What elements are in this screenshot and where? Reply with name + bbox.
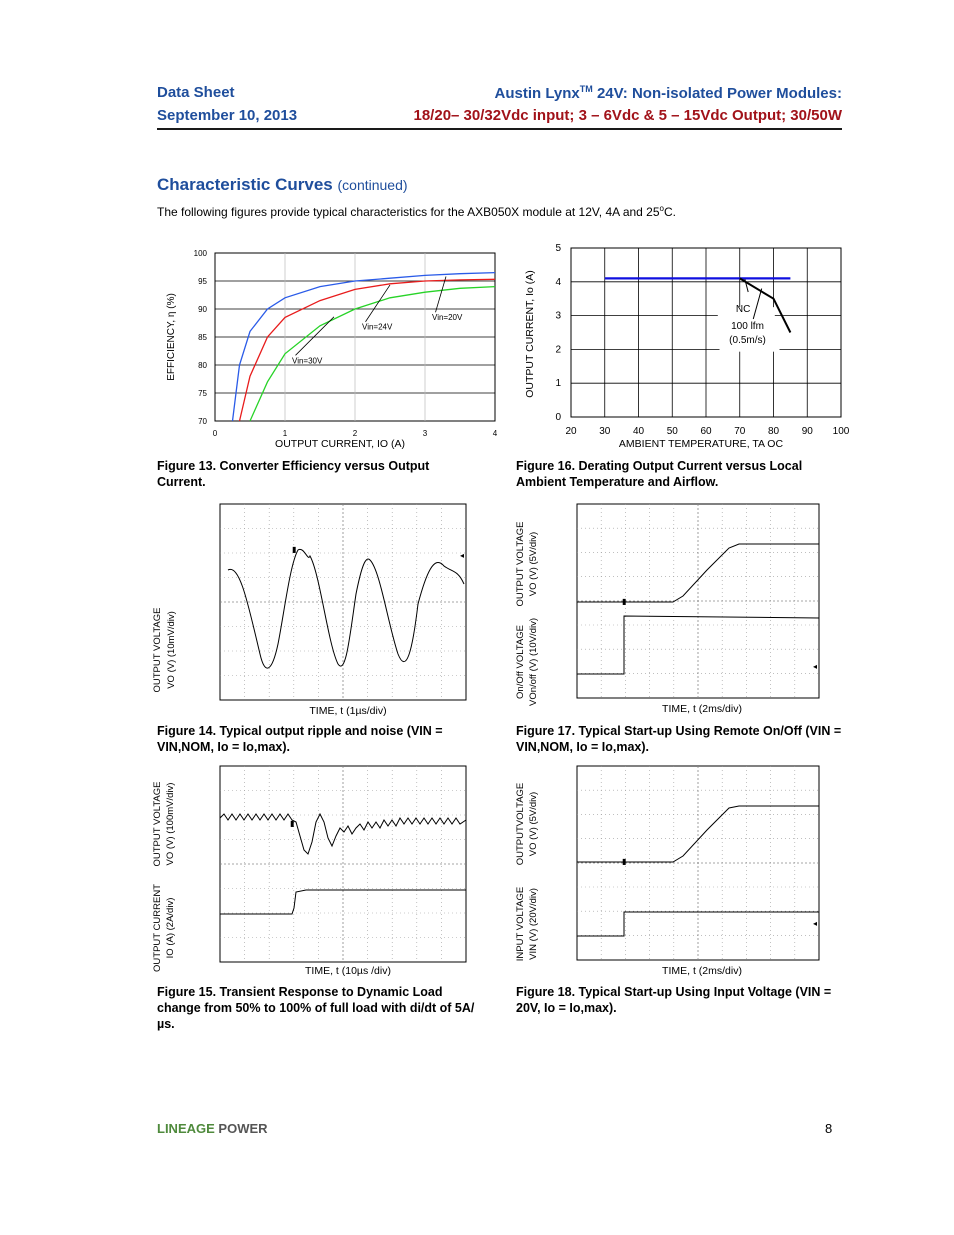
intro-degree: o <box>659 204 664 213</box>
section-subtitle: (continued) <box>337 177 408 193</box>
derating-xtick-label: 80 <box>767 426 780 437</box>
fig18-ylabel-top-2: VO (V) (5V/div) <box>528 791 539 857</box>
header-date: September 10, 2013 <box>157 107 298 124</box>
footer-brand-2: POWER <box>214 1121 268 1136</box>
efficiency-annotation-label: Vin=20V <box>432 313 463 323</box>
header-product-title <box>494 84 842 102</box>
efficiency-ylabel: EFFICIENCY, η (%) <box>166 293 177 381</box>
fig15-ylabel-top-1: OUTPUT VOLTAGE <box>152 781 163 867</box>
efficiency-ytick-label: 70 <box>198 417 207 426</box>
efficiency-ytick-label: 75 <box>198 389 207 398</box>
section-title-text: Characteristic Curves <box>157 175 333 194</box>
derating-xtick-label: 40 <box>632 426 645 437</box>
page-number: 8 <box>825 1121 833 1136</box>
fig18-ylabel-bot-2: VIN (V) (20V/div) <box>528 888 539 960</box>
fig18-trigger-marker: ▮ <box>622 857 627 866</box>
transient-scope-plot <box>150 762 490 980</box>
fig18-xlabel: TIME, t (2ms/div) <box>662 965 742 977</box>
efficiency-annotation-label: Vin=24V <box>362 322 393 332</box>
derating-ytick-label: 4 <box>555 276 561 288</box>
footer-brand <box>157 1121 268 1136</box>
derating-xtick-label: 30 <box>599 426 611 437</box>
ripple-level-marker: ◂ <box>460 551 465 560</box>
efficiency-xtick-label: 3 <box>422 429 428 438</box>
efficiency-ytick-label: 95 <box>198 277 207 286</box>
derating-xtick-label: 20 <box>565 426 577 437</box>
fig17-ylabel-top-2: VO (V) (5V/div) <box>528 531 539 597</box>
ripple-scope-plot <box>150 500 490 722</box>
startup-input-scope-plot <box>507 762 837 980</box>
fig15-ylabel-bot-1: OUTPUT CURRENT <box>152 884 163 972</box>
fig15-trigger-marker: ▮ <box>290 819 295 828</box>
derating-xlabel: AMBIENT TEMPERATURE, TA OC <box>618 438 784 450</box>
efficiency-xtick-label: 1 <box>282 429 288 438</box>
fig17-xlabel: TIME, t (2ms/div) <box>662 703 742 715</box>
fig17-ylabel-bot-1: On/Off VOLTAGE <box>515 625 526 699</box>
intro-text-body: The following figures provide typical characteristics for the AXB050X module at 12V, 4A and 25 <box>157 205 660 219</box>
startup-onoff-scope-plot <box>507 500 837 722</box>
efficiency-chart <box>150 240 510 455</box>
derating-annotation-ms: (0.5m/s) <box>729 335 766 347</box>
derating-ytick-label: 5 <box>555 243 561 254</box>
figure-17-caption: Figure 17. Typical Start-up Using Remote On/Off (VIN = VIN,NOM, Io = Io,max). <box>516 724 842 754</box>
efficiency-xtick-label: 0 <box>212 429 218 438</box>
derating-ylabel: OUTPUT CURRENT, Io (A) <box>524 270 536 398</box>
fig18-ylabel-bot-1: INPUT VOLTAGE <box>515 886 526 962</box>
fig17-trigger-marker: ▮ <box>622 597 627 606</box>
efficiency-annotation-label: Vin=30V <box>292 356 323 366</box>
fig17-ylabel-top-1: OUTPUT VOLTAGE <box>515 521 526 607</box>
fig18-ylabel-top-1: OUTPUTVOLTAGE <box>515 782 526 866</box>
efficiency-ytick-label: 100 <box>193 249 207 258</box>
derating-chart <box>515 238 855 455</box>
intro-text <box>157 204 676 219</box>
efficiency-xlabel: OUTPUT CURRENT, IO (A) <box>275 438 405 450</box>
figure-16-caption: Figure 16. Derating Output Current versus Local Ambient Temperature and Airflow. <box>516 459 803 489</box>
trademark: TM <box>579 84 593 94</box>
product-line: 24V: Non-isolated Power Modules: <box>592 85 842 102</box>
product-name: Austin Lynx <box>494 85 580 102</box>
derating-ytick-label: 1 <box>555 378 561 390</box>
efficiency-ytick-label: 80 <box>198 361 207 370</box>
derating-xtick-label: 50 <box>666 426 678 437</box>
efficiency-ytick-label: 85 <box>198 333 207 342</box>
derating-xtick-label: 90 <box>801 426 813 437</box>
figure-14-caption: Figure 14. Typical output ripple and noise (VIN = VIN,NOM, Io = Io,max). <box>157 724 443 754</box>
derating-xtick-label: 70 <box>734 426 746 437</box>
header-product-spec: 18/20– 30/32Vdc input; 3 – 6Vdc & 5 – 15Vdc Output; 30/50W <box>413 107 842 124</box>
derating-xtick-label: 60 <box>700 426 712 437</box>
figure-13-caption: Figure 13. Converter Efficiency versus Output Current. <box>157 459 430 489</box>
fig15-ylabel-bot-2: IO (A) (2A/div) <box>165 897 176 959</box>
fig17-ylabel-bot-2: VOn/off (V) (10V/div) <box>528 618 539 706</box>
fig14-ylabel-2: VO (V) (10mV/div) <box>166 611 177 689</box>
derating-annotation-lfm: 100 lfm <box>731 321 764 333</box>
figure-15-caption: Figure 15. Transient Response to Dynamic Load change from 50% to 100% of full load with di/dt of 5A/µs. <box>157 985 475 1031</box>
figure-18-caption: Figure 18. Typical Start-up Using Input Voltage (VIN = 20V, Io = Io,max). <box>516 985 832 1015</box>
footer-brand-1: LINEAGE <box>157 1121 215 1136</box>
derating-ytick-label: 3 <box>555 310 561 322</box>
header-doc-type: Data Sheet <box>157 84 235 101</box>
section-title <box>157 175 408 195</box>
fig14-xlabel: TIME, t (1µs/div) <box>309 705 387 717</box>
efficiency-xtick-label: 4 <box>492 429 498 438</box>
derating-ytick-label: 2 <box>555 344 561 356</box>
header-rule <box>157 128 842 130</box>
derating-ytick-label: 0 <box>555 412 561 423</box>
efficiency-xtick-label: 2 <box>352 429 358 438</box>
fig15-ylabel-top-2: VO (V) (100mV/div) <box>165 782 176 866</box>
fig15-xlabel: TIME, t (10µs /div) <box>305 965 391 977</box>
efficiency-ytick-label: 90 <box>198 305 207 314</box>
intro-text-end: C. <box>663 205 676 219</box>
fig14-ylabel-1: OUTPUT VOLTAGE <box>152 607 163 693</box>
fig17-level-marker: ◂ <box>813 662 818 671</box>
fig18-level-marker: ◂ <box>813 919 818 928</box>
ripple-trigger-marker: ▮ <box>292 545 297 554</box>
derating-annotation-nc: NC <box>735 303 751 315</box>
derating-xtick-label: 100 <box>832 426 850 437</box>
